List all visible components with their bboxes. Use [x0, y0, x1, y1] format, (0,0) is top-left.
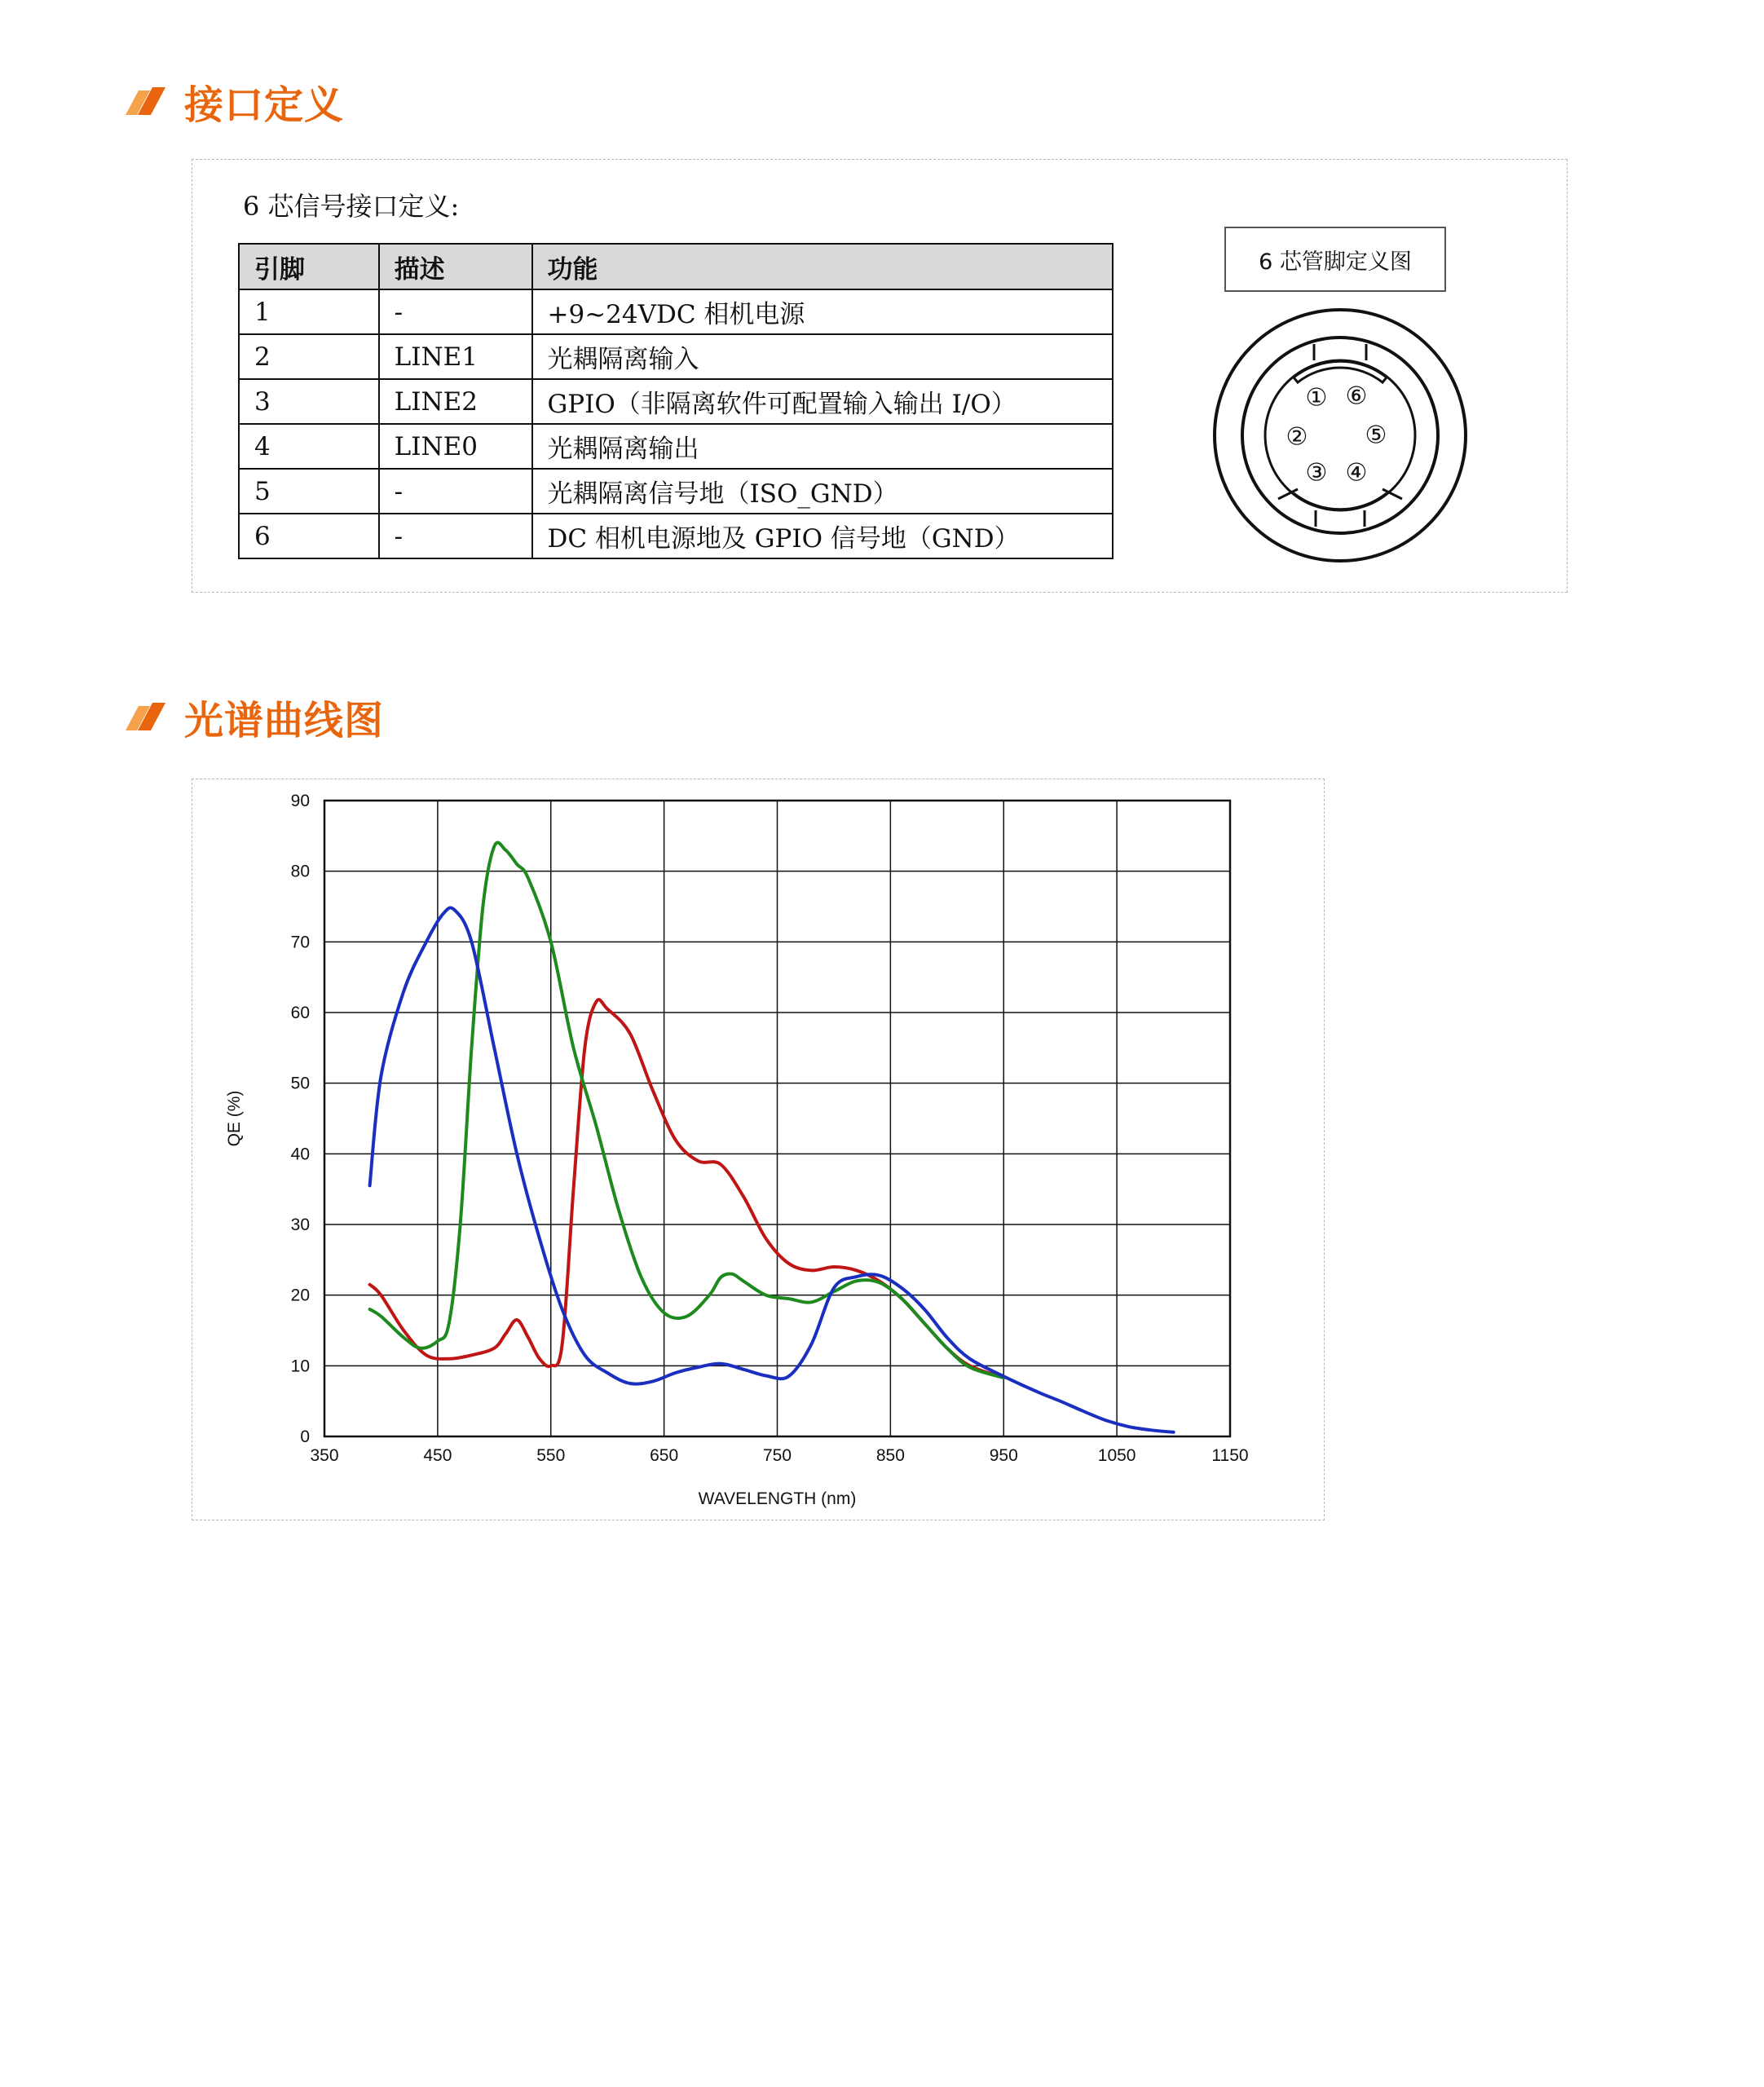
- connector-key-bottom: [1294, 493, 1387, 510]
- y-tick-label: 80: [290, 862, 310, 881]
- table-cell: 5: [239, 469, 379, 514]
- slash-mark-icon: [129, 87, 163, 117]
- table-cell: 1: [239, 289, 379, 334]
- column-header: 引脚: [239, 244, 379, 289]
- x-tick-label: 350: [310, 1446, 339, 1465]
- y-tick-label: 30: [290, 1216, 310, 1234]
- table-cell: -: [379, 514, 532, 558]
- x-tick-label: 750: [762, 1446, 792, 1465]
- table-row: [239, 334, 1113, 379]
- pin-table-intro: 6 芯信号接口定义:: [243, 191, 460, 222]
- connector-key-top: [1294, 361, 1387, 382]
- connector-key-top-notch: [1314, 344, 1366, 360]
- y-tick-label: 20: [290, 1286, 310, 1305]
- interface-section-header: [129, 73, 344, 130]
- table-cell: 光耦隔离输出: [532, 424, 1114, 469]
- slash-mark-icon: [129, 703, 163, 732]
- table-cell: -: [379, 469, 532, 514]
- table-row: [239, 289, 1113, 334]
- pin-label: ⑤: [1365, 421, 1387, 450]
- y-tick-label: 60: [290, 1004, 310, 1022]
- connector-pinout-diagram: [1210, 305, 1471, 566]
- table-cell: LINE1: [379, 334, 532, 379]
- table-cell: 光耦隔离信号地（ISO_GND）: [532, 469, 1114, 514]
- table-cell: 光耦隔离输入: [532, 334, 1114, 379]
- x-tick-label: 550: [536, 1446, 566, 1465]
- x-tick-label: 450: [423, 1446, 452, 1465]
- table-cell: 6: [239, 514, 379, 558]
- table-header-row: [239, 244, 1113, 289]
- table-cell: LINE2: [379, 379, 532, 424]
- section-title: 接口定义: [184, 82, 345, 128]
- column-header: 功能: [532, 244, 1114, 289]
- y-tick-label: 0: [300, 1427, 310, 1446]
- column-header: 描述: [379, 244, 532, 289]
- table-cell: 4: [239, 424, 379, 469]
- y-axis-label: QE (%): [225, 1090, 244, 1147]
- x-tick-label: 1050: [1097, 1446, 1136, 1465]
- table-row: [239, 514, 1113, 558]
- y-tick-label: 40: [290, 1145, 310, 1164]
- table-cell: +9~24VDC 相机电源: [532, 289, 1114, 334]
- table-cell: DC 相机电源地及 GPIO 信号地（GND）: [532, 514, 1114, 558]
- spectrum-section-header: [129, 689, 384, 745]
- y-tick-label: 90: [290, 792, 310, 810]
- pin-label: ⑥: [1345, 382, 1368, 411]
- x-tick-label: 1150: [1211, 1446, 1249, 1465]
- table-cell: -: [379, 289, 532, 334]
- connector-outer-ring: [1215, 310, 1466, 561]
- x-tick-label: 950: [989, 1446, 1018, 1465]
- x-axis-label: WAVELENGTH (nm): [698, 1489, 857, 1508]
- y-tick-label: 10: [290, 1357, 310, 1376]
- pin-label: ①: [1305, 383, 1328, 413]
- table-row: [239, 379, 1113, 424]
- table-cell: LINE0: [379, 424, 532, 469]
- table-row: [239, 424, 1113, 469]
- pin-label: ④: [1345, 458, 1368, 488]
- table-cell: GPIO（非隔离软件可配置输入输出 I/O）: [532, 379, 1114, 424]
- pin-label: ③: [1305, 458, 1328, 488]
- table-cell: 2: [239, 334, 379, 379]
- table-cell: 3: [239, 379, 379, 424]
- x-tick-label: 850: [875, 1446, 905, 1465]
- x-tick-label: 650: [650, 1446, 679, 1465]
- quantum-efficiency-chart: [194, 780, 1319, 1514]
- table-row: [239, 469, 1113, 514]
- section-title: 光谱曲线图: [184, 698, 385, 743]
- y-tick-label: 70: [290, 933, 310, 952]
- y-tick-label: 50: [290, 1074, 310, 1093]
- pin-diagram-caption: 6 芯管脚定义图: [1224, 227, 1446, 292]
- pin-definition-table: [238, 243, 1114, 559]
- pin-label: ②: [1286, 422, 1308, 452]
